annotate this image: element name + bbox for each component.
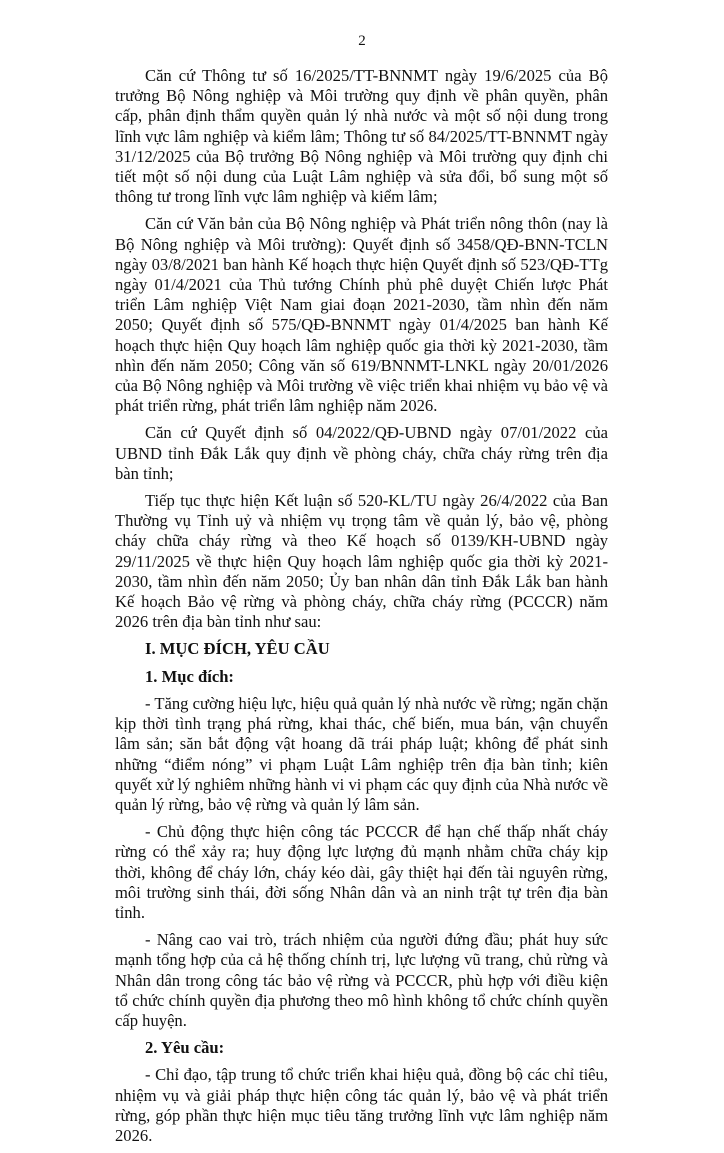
document-body <box>115 66 608 1153</box>
legal-basis-paragraph: Căn cứ Quyết định số 04/2022/QĐ-UBND ngày 07/01/2022 của UBND tỉnh Đắk Lắk quy định về phòng cháy, chữa cháy rừng trên địa bàn tỉnh; <box>115 423 608 483</box>
purpose-item: - Nâng cao vai trò, trách nhiệm của người đứng đầu; phát huy sức mạnh tổng hợp của cả hệ thống chính trị, lực lượng vũ trang, chủ rừng và Nhân dân trong công tác bảo vệ rừng và PCCCR, phù hợp với điều kiện tổ chức chính quyền địa phương theo mô hình không tổ chức chính quyền cấp huyện. <box>115 930 608 1030</box>
purpose-item: - Chủ động thực hiện công tác PCCCR để hạn chế thấp nhất cháy rừng có thể xảy ra; huy động lực lượng đủ mạnh nhằm chữa cháy kịp thời, không để cháy lớn, cháy kéo dài, gây thiệt hại đến tài nguyên rừng, môi trường sinh thái, đời sống Nhân dân và an ninh trật tự trên địa bàn tỉnh. <box>115 822 608 922</box>
requirement-item: - Chỉ đạo, tập trung tổ chức triển khai hiệu quả, đồng bộ các chỉ tiêu, nhiệm vụ và giải pháp thực hiện công tác quản lý, bảo vệ và phát triển rừng, góp phần thực hiện mục tiêu tăng trưởng lĩnh vực lâm nghiệp năm 2026. <box>115 1065 608 1145</box>
legal-basis-paragraph: Căn cứ Văn bản của Bộ Nông nghiệp và Phát triển nông thôn (nay là Bộ Nông nghiệp và Môi trường): Quyết định số 3458/QĐ-BNN-TCLN ngày 03/8/2021 ban hành Kế hoạch thực hiện Quyết định số 523/QĐ-TTg ngày 01/4/2021 của Thủ tướng Chính phủ phê duyệt Chiến lược Phát triển Lâm nghiệp Việt Nam giai đoạn 2021-2030, tầm nhìn đến năm 2050; Quyết định số 575/QĐ-BNNMT ngày 01/4/2025 ban hành Kế hoạch thực hiện Quy hoạch lâm nghiệp quốc gia thời kỳ 2021-2030, tầm nhìn đến năm 2050; Công văn số 619/BNNMT-LNKL ngày 20/01/2026 của Bộ Nông nghiệp và Môi trường về việc triển khai nhiệm vụ bảo vệ và phát triển rừng, phát triển lâm nghiệp năm 2026. <box>115 214 608 416</box>
subsection-heading-requirements: 2. Yêu cầu: <box>145 1038 225 1058</box>
legal-basis-paragraph: Tiếp tục thực hiện Kết luận số 520-KL/TU ngày 26/4/2022 của Ban Thường vụ Tỉnh uỷ và nhiệm vụ trọng tâm về quản lý, bảo vệ, phòng cháy chữa cháy rừng và theo Kế hoạch số 0139/KH-UBND ngày 29/11/2025 về thực hiện Quy hoạch lâm nghiệp quốc gia thời kỳ 2021-2030, tầm nhìn đến năm 2050; Ủy ban nhân dân tỉnh Đắk Lắk ban hành Kế hoạch Bảo vệ rừng và phòng cháy, chữa cháy rừng (PCCCR) năm 2026 trên địa bàn tỉnh như sau: <box>115 491 608 632</box>
legal-basis-paragraph: Căn cứ Thông tư số 16/2025/TT-BNNMT ngày 19/6/2025 của Bộ trưởng Bộ Nông nghiệp và Môi trường quy định về phân quyền, phân cấp, phân định thẩm quyền quản lý nhà nước và một số nội dung trong lĩnh vực lâm nghiệp và kiểm lâm; Thông tư số 84/2025/TT-BNNMT ngày 31/12/2025 của Bộ trưởng Bộ Nông nghiệp và Môi trường quy định chi tiết một số nội dung của Luật Lâm nghiệp và sửa đổi, bổ sung một số thông tư trong lĩnh vực lâm nghiệp và kiểm lâm; <box>115 66 608 207</box>
purpose-item: - Tăng cường hiệu lực, hiệu quả quản lý nhà nước về rừng; ngăn chặn kịp thời tình trạng phá rừng, khai thác, chế biến, mua bán, vận chuyển lâm sản; săn bắt động vật hoang dã trái pháp luật; không để phát sinh những “điểm nóng” vi phạm Luật Lâm nghiệp trên địa bàn tỉnh; kiên quyết xử lý nghiêm những hành vi vi phạm các quy định của Nhà nước về quản lý rừng, bảo vệ rừng và quản lý lâm sản. <box>115 693 608 814</box>
page-number: 2 <box>358 33 366 49</box>
subsection-heading-purpose: 1. Mục đích: <box>145 666 234 686</box>
section-heading-purpose-requirements: I. MỤC ĐÍCH, YÊU CẦU <box>145 639 330 659</box>
